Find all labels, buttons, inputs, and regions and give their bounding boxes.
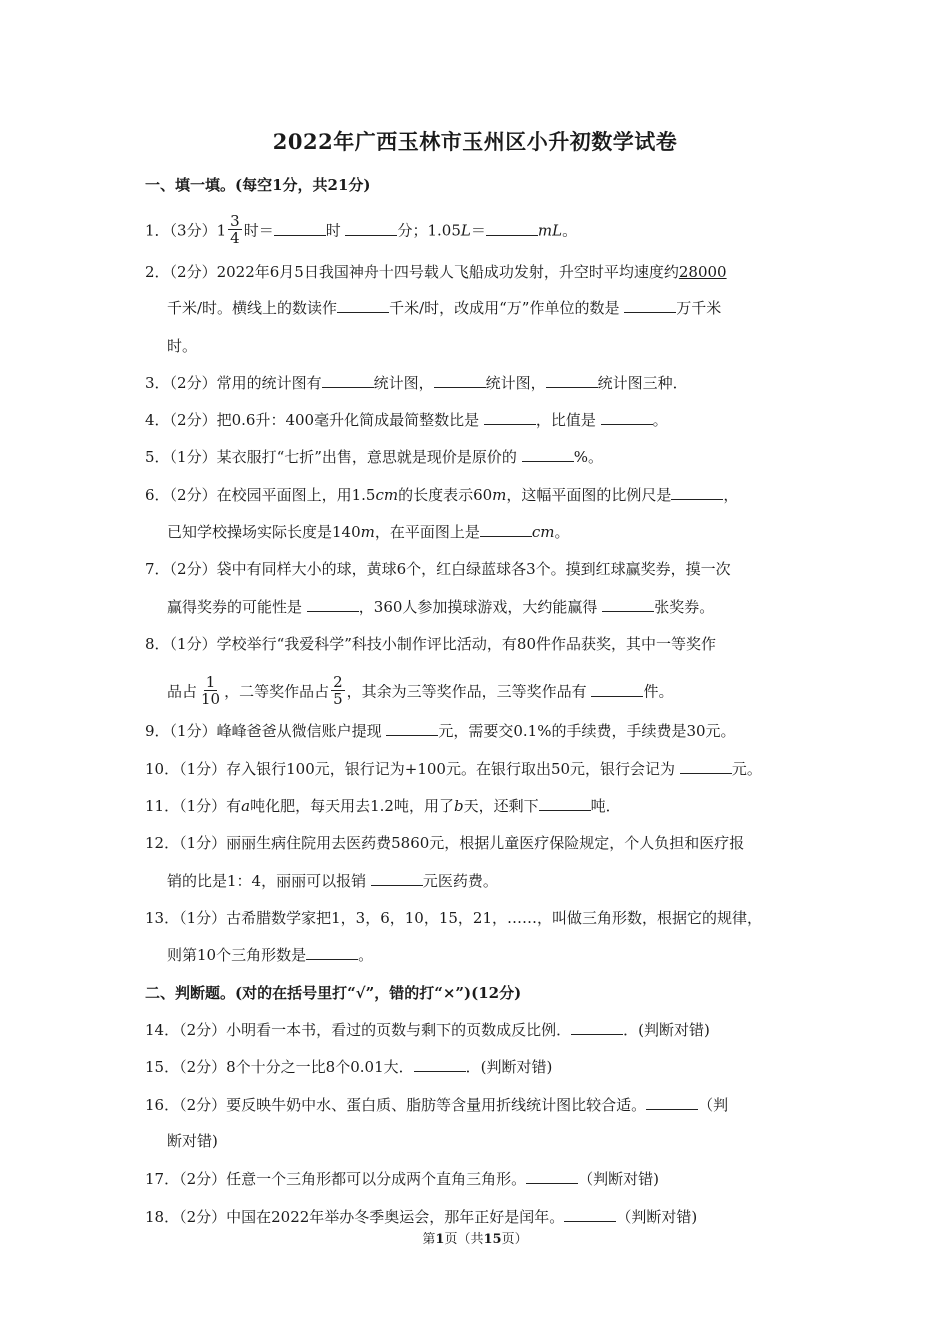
fraction-2-5: $\frac{2}{5}$ bbox=[333, 673, 343, 708]
question-2-line-3: 时。 bbox=[167, 337, 198, 355]
fraction-1-10: $\frac{1}{10}$ bbox=[201, 673, 221, 708]
question-16-line-2: 断对错) bbox=[167, 1132, 218, 1150]
section-2-heading: 二、判断题。(对的在括号里打“√”，错的打“×”)(12分) bbox=[145, 984, 522, 1002]
answer-blank[interactable] bbox=[414, 1057, 466, 1072]
question-1: 1．（3分）1 $\frac{3}{4}$ 时＝ 时 分；1.05L＝ mL。 bbox=[145, 212, 578, 247]
answer-blank[interactable] bbox=[306, 945, 358, 960]
question-14: 14．（2分）小明看一本书，看过的页数与剩下的页数成反比例． ．(判断对错) bbox=[145, 1021, 710, 1039]
answer-blank[interactable] bbox=[345, 221, 397, 236]
question-18: 18．（2分）中国在2022年举办冬季奥运会，那年正好是闰年。 （判断对错) bbox=[145, 1208, 698, 1226]
question-7: 7．（2分）袋中有同样大小的球，黄球6个，红白绿蓝球各3个。摸到红球赢奖券，摸一次 bbox=[145, 560, 731, 578]
question-15: 15．（2分）8个十分之一比8个0.01大． ．(判断对错) bbox=[145, 1058, 553, 1076]
total-pages: 15 bbox=[483, 1232, 502, 1247]
answer-blank[interactable] bbox=[602, 597, 654, 612]
answer-blank[interactable] bbox=[546, 373, 598, 388]
answer-blank[interactable] bbox=[274, 221, 326, 236]
answer-blank[interactable] bbox=[539, 796, 591, 811]
fraction-3-4: $\frac{3}{4}$ bbox=[230, 212, 240, 247]
answer-blank[interactable] bbox=[337, 298, 389, 313]
question-10: 10．（1分）存入银行100元，银行记为+100元。在银行取出50元，银行会记为 元。 bbox=[145, 760, 762, 778]
answer-blank[interactable] bbox=[322, 373, 374, 388]
answer-blank[interactable] bbox=[484, 410, 536, 425]
section-1-heading: 一、填一填。(每空1分，共21分) bbox=[145, 176, 371, 194]
question-4: 4．（2分）把0.6升：400毫升化简成最简整数比是 ，比值是 。 bbox=[145, 411, 668, 429]
answer-blank[interactable] bbox=[386, 721, 438, 736]
question-13: 13．（1分）古希腊数学家把1，3，6，10，15，21，……，叫做三角形数，根据它的规律， bbox=[145, 909, 763, 927]
question-12: 12．（1分）丽丽生病住院用去医药费5860元，根据儿童医疗保险规定，个人负担和医疗报 bbox=[145, 834, 745, 852]
exam-title: 2022年广西玉林市玉州区小升初数学试卷 bbox=[272, 129, 678, 154]
answer-blank[interactable] bbox=[624, 298, 676, 313]
current-page-number: 1 bbox=[435, 1232, 445, 1247]
question-8: 8．（1分）学校举行“我爱科学”科技小制作评比活动，有80件作品获奖，其中一等奖作 bbox=[145, 635, 717, 653]
question-7-line-2: 赢得奖券的可能性是 ，360人参加摸球游戏，大约能赢得 张奖券。 bbox=[167, 598, 715, 616]
page-footer: 第1页（共15页） bbox=[422, 1232, 528, 1247]
answer-blank[interactable] bbox=[307, 597, 359, 612]
answer-blank[interactable] bbox=[434, 373, 486, 388]
question-12-line-2: 销的比是1：4，丽丽可以报销 元医药费。 bbox=[167, 872, 498, 890]
question-2: 2．（2分）2022年6月5日我国神舟十四号载人飞船成功发射，升空时平均速度约28000 bbox=[145, 263, 727, 281]
answer-blank[interactable] bbox=[591, 682, 643, 697]
answer-blank[interactable] bbox=[526, 1169, 578, 1184]
question-8-line-2: 品占 $\frac{1}{10}$ ，二等奖作品占 $\frac{2}{5}$ ，其余为三等奖作品，三等奖作品有 件。 bbox=[167, 673, 674, 708]
question-17: 17．（2分）任意一个三角形都可以分成两个直角三角形。 （判断对错) bbox=[145, 1170, 659, 1188]
answer-blank[interactable] bbox=[680, 759, 732, 774]
question-5: 5．（1分）某衣服打“七折”出售，意思就是现价是原价的 %。 bbox=[145, 448, 603, 466]
answer-blank[interactable] bbox=[522, 447, 574, 462]
answer-blank[interactable] bbox=[486, 221, 538, 236]
question-3: 3．（2分）常用的统计图有 统计图， 统计图， 统计图三种． bbox=[145, 374, 688, 392]
question-9: 9．（1分）峰峰爸爸从微信账户提现 元，需要交0.1%的手续费，手续费是30元。 bbox=[145, 722, 736, 740]
question-11: 11．（1分）有a吨化肥，每天用去1.2吨，用了b天，还剩下 吨． bbox=[145, 797, 621, 815]
answer-blank[interactable] bbox=[371, 871, 423, 886]
question-13-line-2: 则第10个三角形数是 。 bbox=[167, 946, 374, 964]
answer-blank[interactable] bbox=[480, 522, 532, 537]
answer-blank[interactable] bbox=[646, 1095, 698, 1110]
answer-blank[interactable] bbox=[564, 1207, 616, 1222]
question-6-line-2: 已知学校操场实际长度是140m，在平面图上是 cm。 bbox=[167, 523, 570, 541]
question-16: 16．（2分）要反映牛奶中水、蛋白质、脂肪等含量用折线统计图比较合适。 （判 bbox=[145, 1096, 729, 1114]
answer-blank[interactable] bbox=[601, 410, 653, 425]
answer-blank[interactable] bbox=[571, 1020, 623, 1035]
answer-blank[interactable] bbox=[671, 485, 723, 500]
question-2-line-2: 千米/时。横线上的数读作 千米/时，改成用“万”作单位的数是 万千米 bbox=[167, 299, 722, 317]
question-6: 6．（2分）在校园平面图上，用1.5cm的长度表示60m，这幅平面图的比例尺是 ， bbox=[145, 486, 739, 504]
